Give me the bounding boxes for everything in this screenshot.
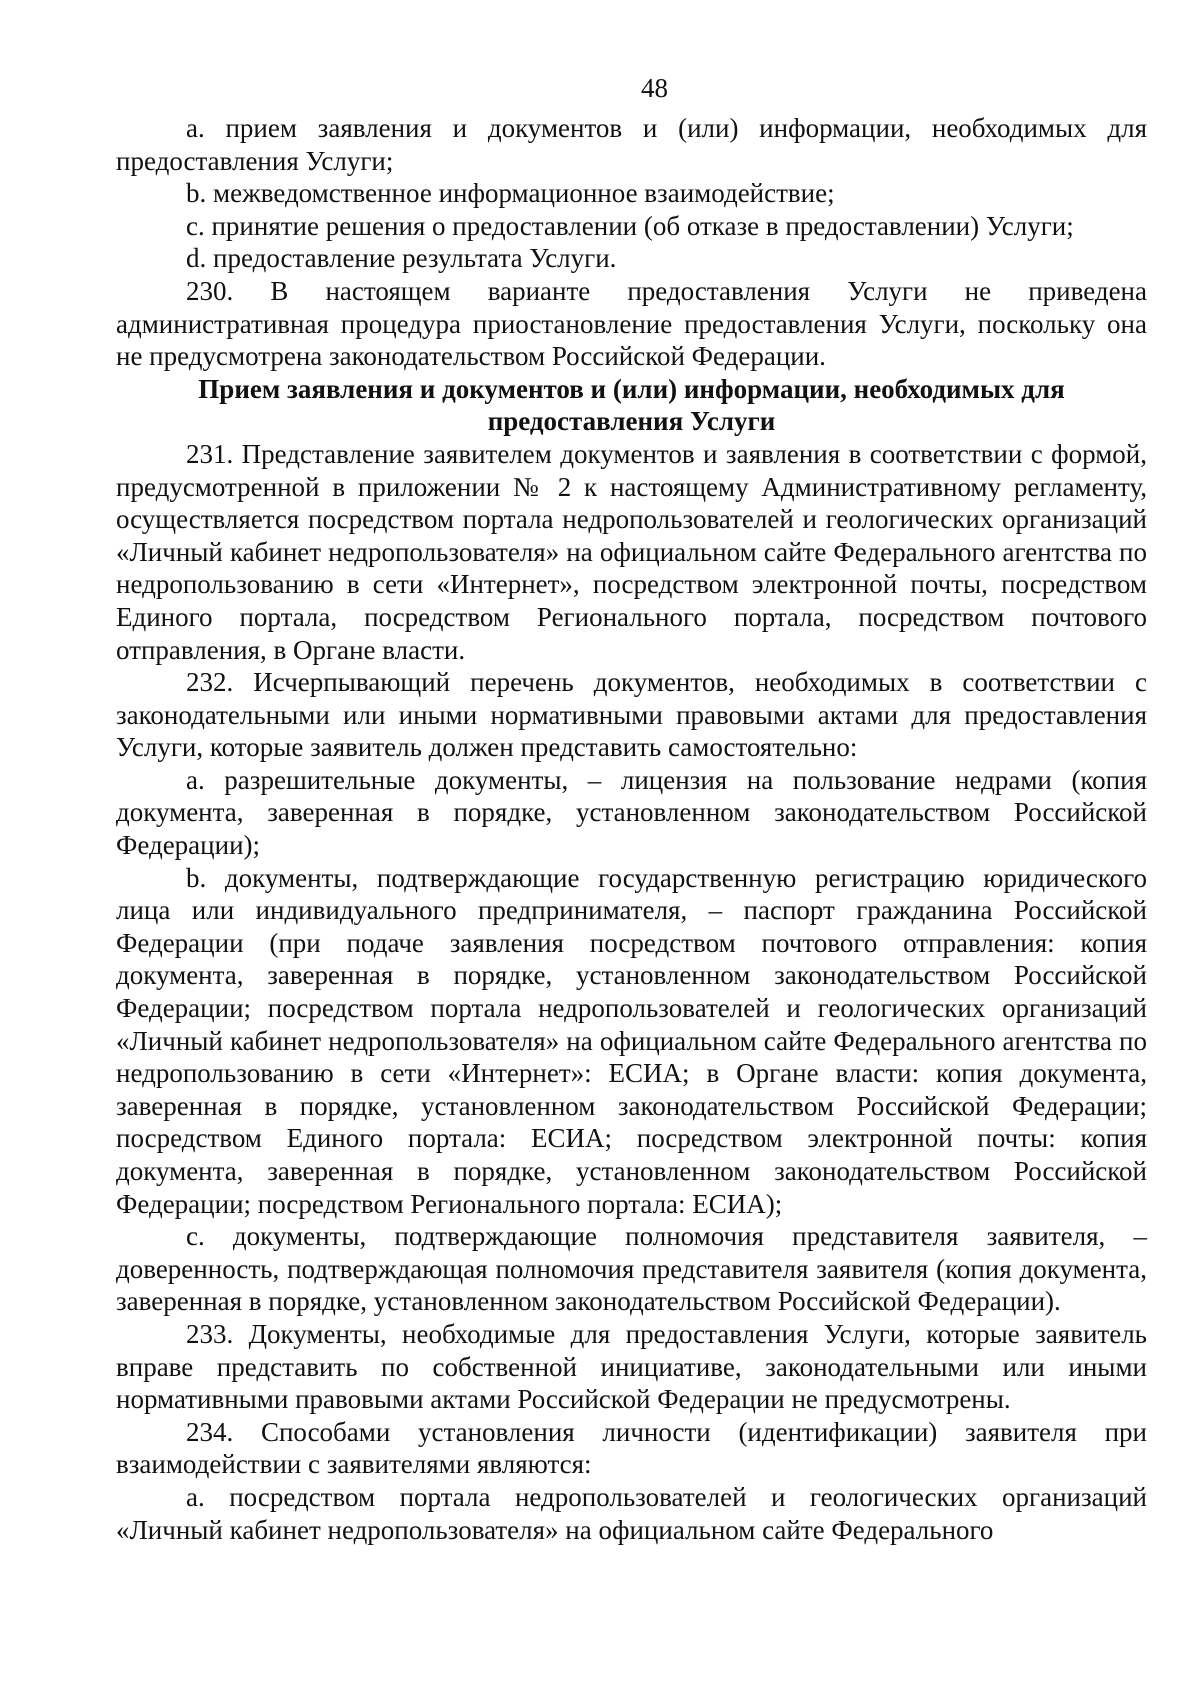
paragraph-232-b: b. документы, подтверждающие государственную регистрацию юридического лица или индивидуального предпринимателя, – паспорт гражданина Российской Федерации (при подаче заявления посредством почтового отправления: копия документа, заверенная в порядке, установленном законодательством Российской Федерации; посредством портала недропользователей и геологических организаций «Личный кабинет недропользователя» на официальном сайте Федерального агентства по недропользованию в сети «Интернет»: ЕСИА; в Органе власти: копия документа, заверенная в порядке, установленном законодательством Российской Федерации; посредством Единого портала: ЕСИА; посредством электронной почты: копия документа, заверенная в порядке, установленном законодательством Российской Федерации; посредством Регионального портала: ЕСИА); bbox=[116, 862, 1147, 1219]
paragraph-232-a: a. разрешительные документы, – лицензия на пользование недрами (копия документа, заверенная в порядке, установленном законодательством Российской Федерации); bbox=[116, 764, 1147, 861]
paragraph-231: 231. Представление заявителем документов и заявления в соответствии с формой, предусмотренной в приложении № 2 к настоящему Административному регламенту, осуществляется посредством портала недропользователей и геологических организаций «Личный кабинет недропользователя» на официальном сайте Федерального агентства по недропользованию в сети «Интернет», посредством электронной почты, посредством Единого портала, посредством Регионального портала, посредством почтового отправления, в Органе власти. bbox=[116, 438, 1147, 665]
page-number: 48 bbox=[641, 73, 668, 103]
paragraph-233: 233. Документы, необходимые для предоставления Услуги, которые заявитель вправе представить по собственной инициативе, законодательными или иными нормативными правовыми актами Российской Федерации не предусмотрены. bbox=[116, 1318, 1147, 1415]
list-item-c: c. принятие решения о предоставлении (об отказе в предоставлении) Услуги; bbox=[186, 210, 1074, 241]
paragraph-230: 230. В настоящем варианте предоставления Услуги не приведена административная процедура приостановление предоставления Услуги, поскольку она не предусмотрена законодательством Российской Федерации. bbox=[116, 275, 1147, 372]
paragraph-234: 234. Способами установления личности (идентификации) заявителя при взаимодействии с заявителями являются: bbox=[116, 1416, 1147, 1480]
paragraph-232: 232. Исчерпывающий перечень документов, необходимых в соответствии с законодательными или иными нормативными правовыми актами для предоставления Услуги, которые заявитель должен представить самостоятельно: bbox=[116, 667, 1147, 763]
paragraph-234-a: a. посредством портала недропользователей и геологических организаций «Личный кабинет недропользователя» на официальном сайте Федерального bbox=[116, 1481, 1147, 1545]
list-item-b: b. межведомственное информационное взаимодействие; bbox=[186, 178, 835, 209]
list-item-d: d. предоставление результата Услуги. bbox=[186, 243, 617, 274]
document-page bbox=[116, 72, 1147, 1546]
list-item-a: a. прием заявления и документов и (или) информации, необходимых для предоставления Услуги; bbox=[116, 113, 1147, 176]
section-heading: Прием заявления и документов и (или) информации, необходимых для предоставления Услуги bbox=[198, 373, 1065, 437]
paragraph-232-c: c. документы, подтверждающие полномочия представителя заявителя, – доверенность, подтверждающая полномочия представителя заявителя (копия документа, заверенная в порядке, установленном законодательством Российской Федерации). bbox=[116, 1221, 1147, 1317]
